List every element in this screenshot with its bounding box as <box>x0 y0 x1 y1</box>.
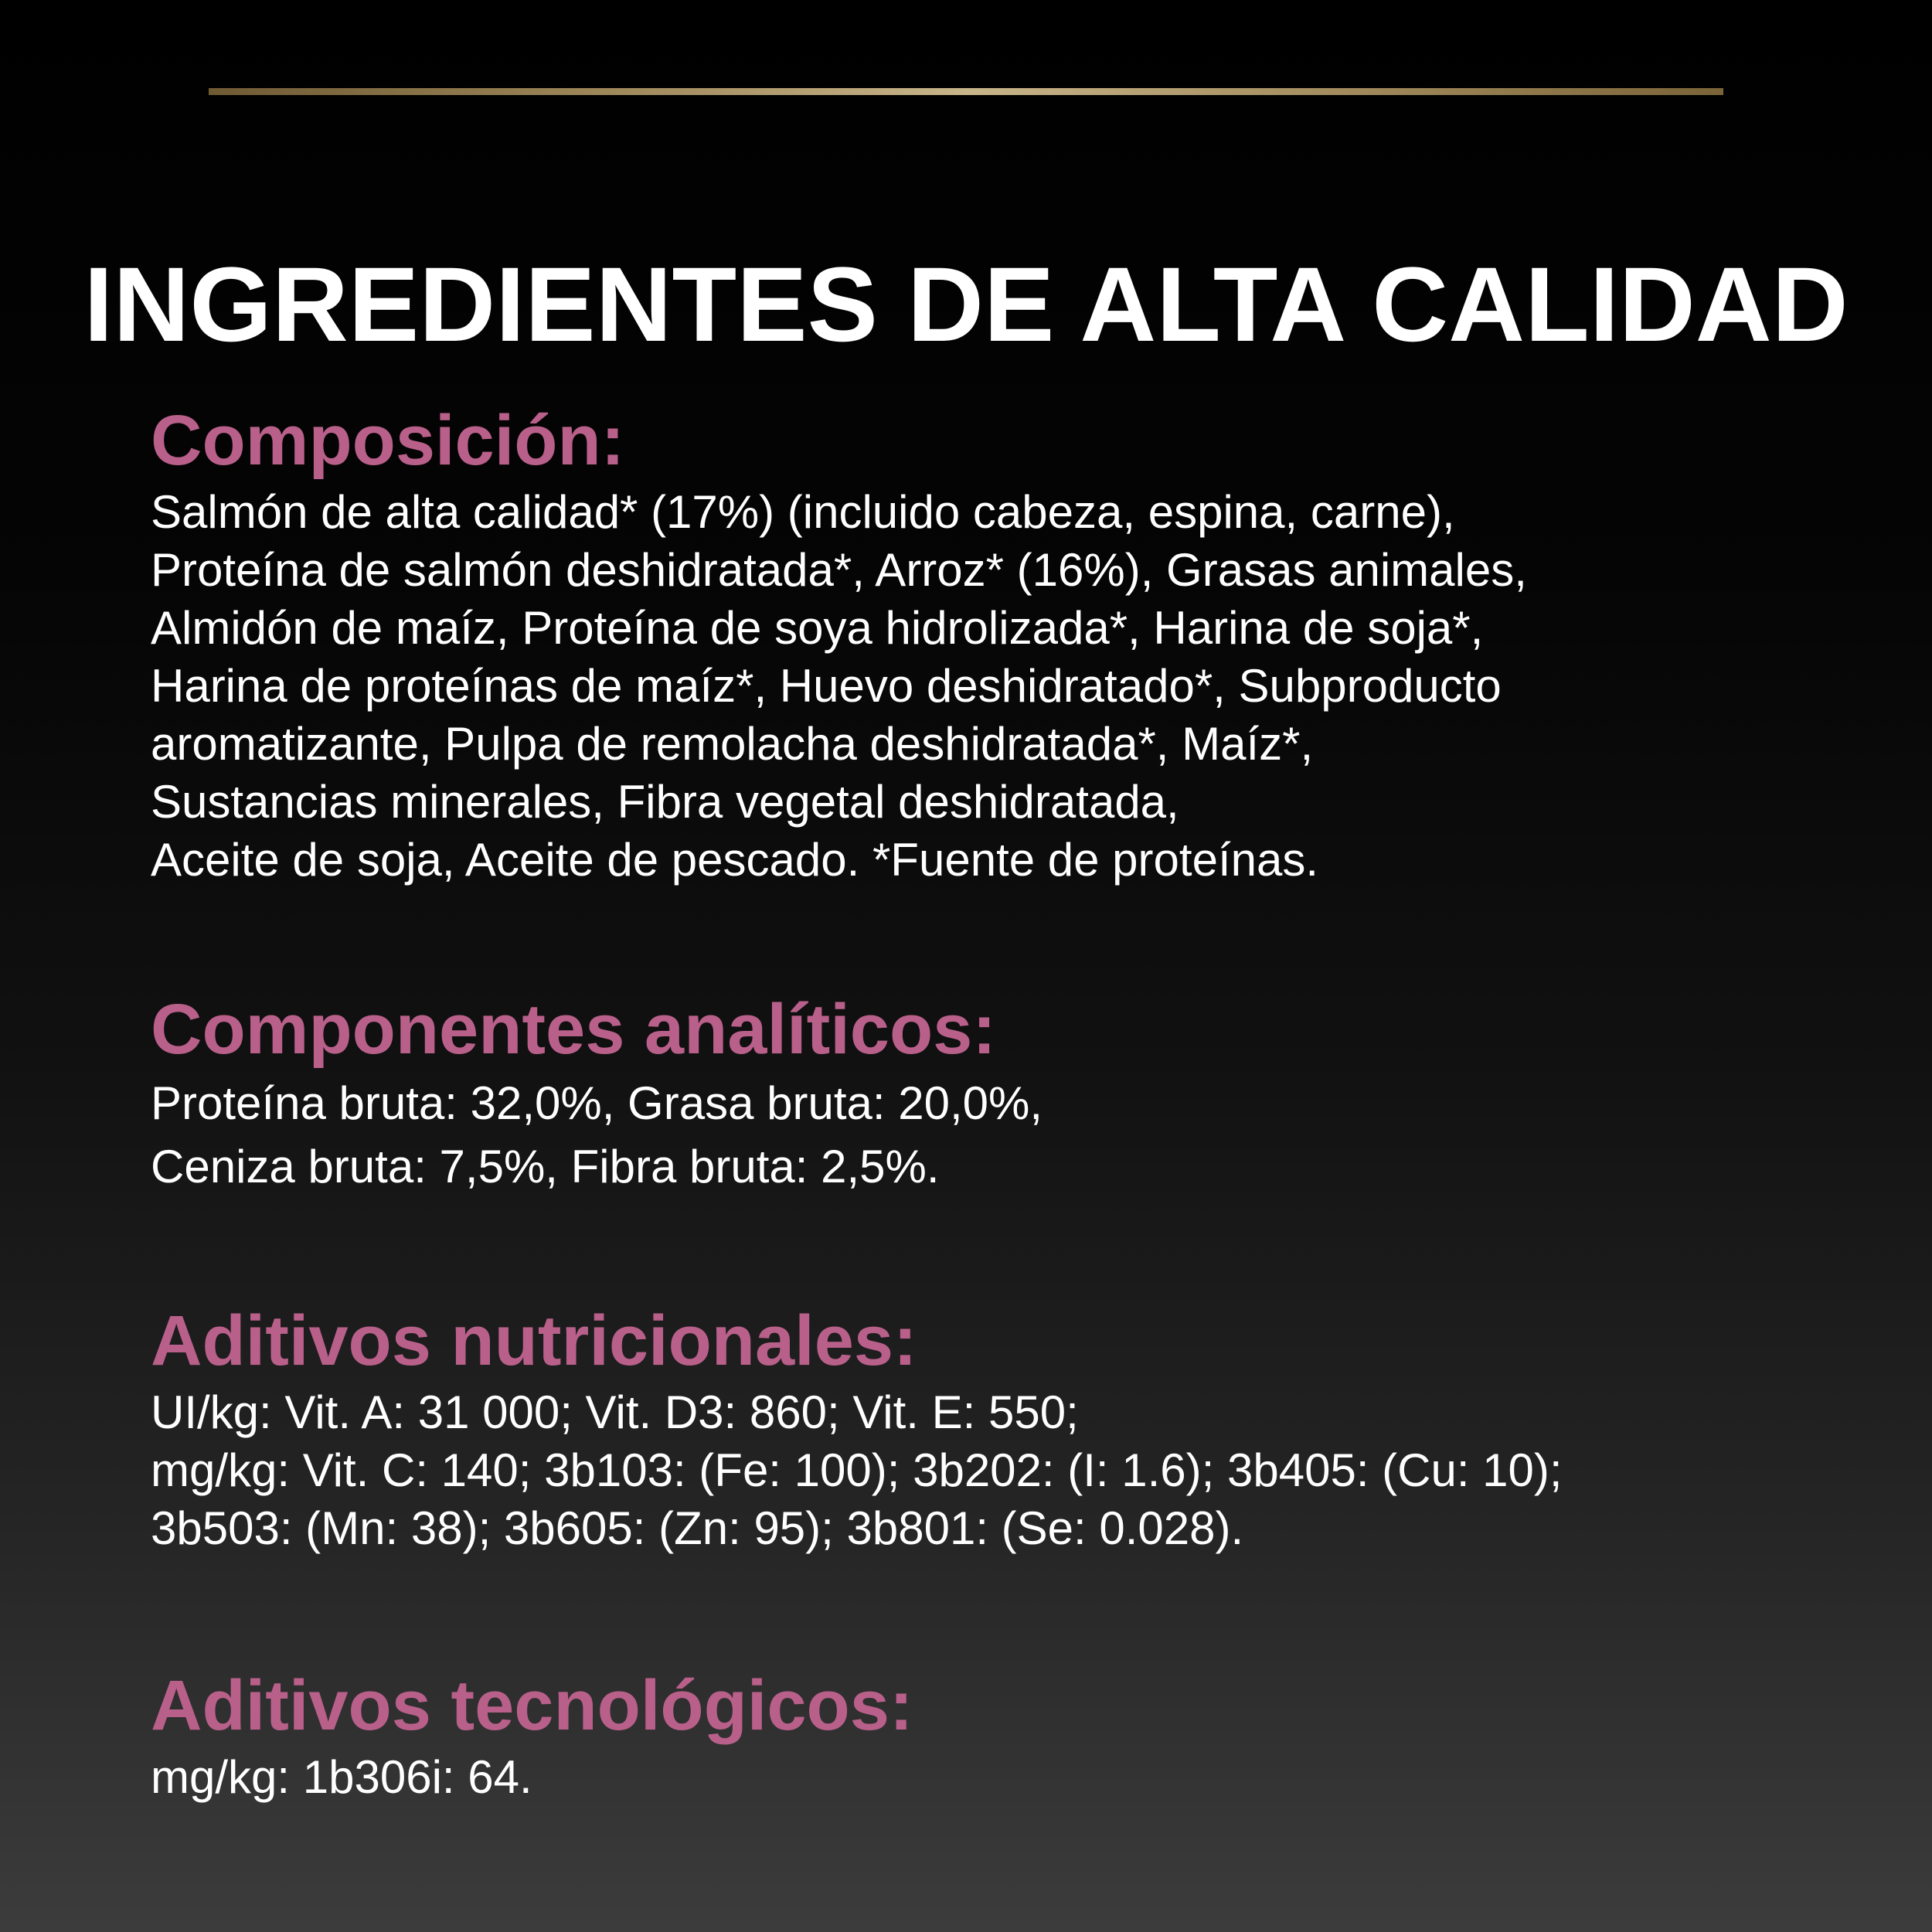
composition-line: Salmón de alta calidad* (17%) (incluido cabeza, espina, carne), <box>151 486 1455 538</box>
page-title: INGREDIENTES DE ALTA CALIDAD <box>83 245 1849 364</box>
analytic-line: Proteína bruta: 32,0%, Grasa bruta: 20,0%, <box>151 1077 1043 1129</box>
analytic-components-section <box>151 987 1812 1199</box>
gold-divider <box>209 88 1723 95</box>
nutritional-line: 3b503: (Mn: 38); 3b605: (Zn: 95); 3b801: (Se: 0.028). <box>151 1502 1244 1554</box>
technological-line: mg/kg: 1b306i: 64. <box>151 1751 532 1803</box>
composition-line: Harina de proteínas de maíz*, Huevo deshidratado*, Subproducto <box>151 660 1502 712</box>
analytic-line: Ceniza bruta: 7,5%, Fibra bruta: 2,5%. <box>151 1141 940 1192</box>
composition-line: Aceite de soja, Aceite de pescado. *Fuente de proteínas. <box>151 834 1319 886</box>
composition-line: Proteína de salmón deshidratada*, Arroz* (16%), Grasas animales, <box>151 544 1527 596</box>
analytic-components-heading: Componentes analíticos: <box>151 990 996 1069</box>
nutritional-line: UI/kg: Vit. A: 31 000; Vit. D3: 860; Vit. E: 550; <box>151 1386 1079 1438</box>
composition-line: Almidón de maíz, Proteína de soya hidrolizada*, Harina de soja*, <box>151 602 1484 654</box>
technological-additives-section <box>151 1663 1812 1806</box>
composition-line: aromatizante, Pulpa de remolacha deshidratada*, Maíz*, <box>151 718 1314 770</box>
composition-line: Sustancias minerales, Fibra vegetal deshidratada, <box>151 776 1179 828</box>
nutritional-additives-section <box>151 1298 1812 1557</box>
composition-section <box>151 398 1812 889</box>
composition-heading: Composición: <box>151 401 625 480</box>
nutritional-line: mg/kg: Vit. C: 140; 3b103: (Fe: 100); 3b202: (I: 1.6); 3b405: (Cu: 10); <box>151 1444 1563 1496</box>
technological-additives-heading: Aditivos tecnológicos: <box>151 1666 913 1745</box>
nutritional-additives-heading: Aditivos nutricionales: <box>151 1301 917 1380</box>
